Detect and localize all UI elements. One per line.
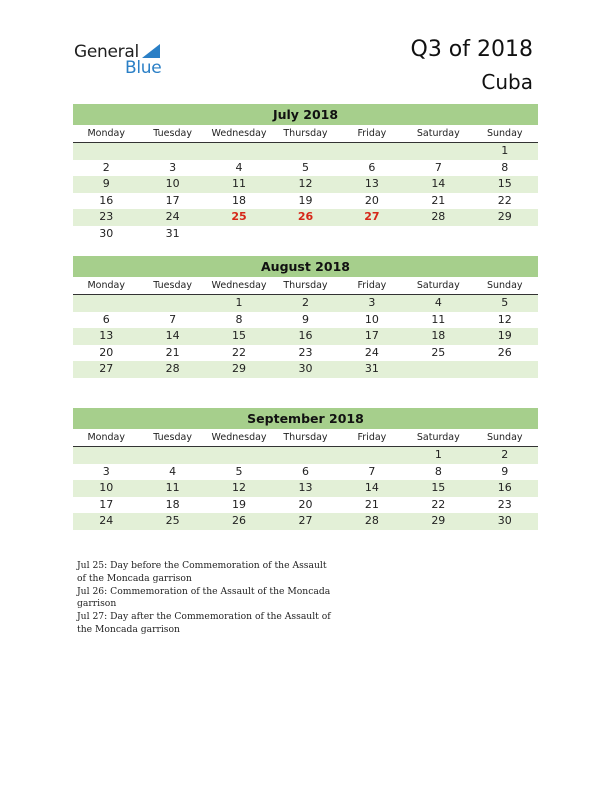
country-name: Cuba <box>481 70 533 94</box>
day-cell: 17 <box>165 193 180 207</box>
week-row <box>73 295 538 312</box>
weekday-label: Saturday <box>416 432 460 443</box>
day-cell: 16 <box>99 193 114 207</box>
day-cell: 27 <box>99 362 114 376</box>
empty-day-cell <box>73 143 139 160</box>
day-cell: 21 <box>364 497 379 511</box>
day-cell: 25 <box>165 514 180 528</box>
page-title: Q3 of 2018 <box>410 37 533 62</box>
day-cell: 9 <box>501 464 509 478</box>
day-cell: 5 <box>301 160 309 174</box>
day-cell: 16 <box>497 481 512 495</box>
week-row <box>73 480 538 497</box>
day-cell: 31 <box>364 362 379 376</box>
weekday-label: Tuesday <box>153 128 192 139</box>
weekday-label: Sunday <box>486 432 523 443</box>
day-cell: 15 <box>431 481 446 495</box>
day-cell: 19 <box>232 497 247 511</box>
weekday-label: Wednesday <box>211 280 267 291</box>
day-cell: 7 <box>368 464 376 478</box>
empty-day-cell <box>139 295 205 312</box>
day-cell: 30 <box>298 362 313 376</box>
empty-day-cell <box>472 226 538 243</box>
day-cell: 23 <box>497 497 512 511</box>
weekday-label: Monday <box>87 128 125 139</box>
day-cell: 3 <box>102 464 110 478</box>
day-cell: 22 <box>232 345 247 359</box>
day-cell: 29 <box>431 514 446 528</box>
day-cell: 13 <box>364 177 379 191</box>
day-cell: 14 <box>364 481 379 495</box>
empty-day-cell <box>206 226 272 243</box>
empty-day-cell <box>139 143 205 160</box>
day-cell: 15 <box>497 177 512 191</box>
day-cell: 6 <box>102 312 110 326</box>
day-cell: 24 <box>165 210 180 224</box>
empty-day-cell <box>272 447 338 464</box>
day-cell: 10 <box>165 177 180 191</box>
day-cell: 16 <box>298 329 313 343</box>
day-cell: 1 <box>501 144 509 157</box>
day-cell: 1 <box>434 448 442 461</box>
day-cell: 6 <box>301 464 309 478</box>
weekday-label: Tuesday <box>153 432 192 443</box>
day-cell: 21 <box>431 193 446 207</box>
week-row <box>73 447 538 464</box>
day-cell: 11 <box>431 312 446 326</box>
day-cell: 5 <box>501 296 509 309</box>
weekday-label: Wednesday <box>211 128 267 139</box>
month-header: July 2018 <box>73 104 538 125</box>
day-cell: 3 <box>368 296 376 309</box>
weekday-header-row <box>73 125 538 143</box>
day-cell: 2 <box>501 448 509 461</box>
day-cell: 22 <box>431 497 446 511</box>
day-cell: 13 <box>298 481 313 495</box>
week-row <box>73 328 538 345</box>
day-cell: 30 <box>99 226 114 240</box>
day-cell: 7 <box>434 160 442 174</box>
weekday-label: Thursday <box>283 280 328 291</box>
day-cell: 4 <box>169 464 177 478</box>
day-cell: 26 <box>232 514 247 528</box>
week-row <box>73 361 538 378</box>
weekday-label: Tuesday <box>153 280 192 291</box>
month-header: September 2018 <box>73 408 538 429</box>
empty-day-cell <box>206 143 272 160</box>
empty-day-cell <box>405 361 471 378</box>
weekday-label: Sunday <box>486 280 523 291</box>
day-cell: 6 <box>368 160 376 174</box>
day-cell: 12 <box>298 177 313 191</box>
weekday-label: Thursday <box>283 128 328 139</box>
day-cell: 22 <box>497 193 512 207</box>
day-cell: 20 <box>364 193 379 207</box>
weekday-label: Monday <box>87 280 125 291</box>
holiday-note: Jul 25: Day before the Commemoration of the Assault of the Moncada garrison <box>77 560 327 584</box>
day-cell: 17 <box>364 329 379 343</box>
day-cell: 23 <box>99 210 114 224</box>
weekday-label: Sunday <box>486 128 523 139</box>
day-cell: 2 <box>301 296 309 309</box>
weekday-label: Thursday <box>283 432 328 443</box>
weekday-label: Wednesday <box>211 432 267 443</box>
day-cell: 31 <box>165 226 180 240</box>
logo-general-text: General <box>74 42 139 62</box>
day-cell: 24 <box>364 345 379 359</box>
day-cell: 23 <box>298 345 313 359</box>
day-cell: 29 <box>497 210 512 224</box>
day-cell: 24 <box>99 514 114 528</box>
weekday-label: Saturday <box>416 128 460 139</box>
day-cell: 1 <box>235 296 243 309</box>
month-days <box>73 143 538 243</box>
day-cell: 28 <box>364 514 379 528</box>
day-cell: 4 <box>434 296 442 309</box>
empty-day-cell <box>405 226 471 243</box>
empty-day-cell <box>472 361 538 378</box>
day-cell: 25 <box>431 345 446 359</box>
day-cell: 11 <box>165 481 180 495</box>
day-cell: 14 <box>165 329 180 343</box>
day-cell: 29 <box>232 362 247 376</box>
day-cell: 12 <box>232 481 247 495</box>
day-cell: 27 <box>298 514 313 528</box>
month-days <box>73 295 538 378</box>
holiday-note: Jul 26: Commemoration of the Assault of the Moncada garrison <box>77 585 331 610</box>
day-cell: 15 <box>232 329 247 343</box>
day-cell: 28 <box>165 362 180 376</box>
week-row <box>73 176 538 193</box>
day-cell: 19 <box>497 329 512 343</box>
empty-day-cell <box>405 143 471 160</box>
weekday-label: Saturday <box>416 280 460 291</box>
empty-day-cell <box>339 447 405 464</box>
weekday-label: Friday <box>357 128 387 139</box>
weekday-header-row <box>73 429 538 447</box>
logo-blue-text: Blue <box>125 58 162 78</box>
day-cell: 8 <box>434 464 442 478</box>
day-cell: 27 <box>364 210 380 224</box>
empty-day-cell <box>272 226 338 243</box>
empty-day-cell <box>339 226 405 243</box>
day-cell: 11 <box>232 177 247 191</box>
week-row <box>73 226 538 243</box>
day-cell: 20 <box>99 345 114 359</box>
day-cell: 25 <box>231 210 247 224</box>
holiday-note: Jul 27: Day after the Commemoration of the Assault of the Moncada garrison <box>77 611 331 635</box>
month-calendar-september <box>73 408 538 530</box>
day-cell: 13 <box>99 329 114 343</box>
month-calendar-july <box>73 104 538 243</box>
month-days <box>73 447 538 530</box>
day-cell: 18 <box>431 329 446 343</box>
day-cell: 14 <box>431 177 446 191</box>
logo-triangle-icon <box>142 44 160 58</box>
empty-day-cell <box>206 447 272 464</box>
weekday-label: Friday <box>357 280 387 291</box>
generalblue-logo <box>74 42 174 78</box>
day-cell: 4 <box>235 160 243 174</box>
week-row <box>73 312 538 329</box>
week-row <box>73 143 538 160</box>
day-cell: 10 <box>99 481 114 495</box>
weekday-label: Monday <box>87 432 125 443</box>
day-cell: 8 <box>501 160 509 174</box>
day-cell: 9 <box>301 312 309 326</box>
weekday-header-row <box>73 277 538 295</box>
day-cell: 18 <box>165 497 180 511</box>
week-row <box>73 497 538 514</box>
day-cell: 3 <box>169 160 177 174</box>
day-cell: 20 <box>298 497 313 511</box>
day-cell: 8 <box>235 312 243 326</box>
day-cell: 2 <box>102 160 110 174</box>
empty-day-cell <box>139 447 205 464</box>
holiday-notes <box>77 560 337 637</box>
day-cell: 10 <box>364 312 379 326</box>
day-cell: 21 <box>165 345 180 359</box>
week-row <box>73 345 538 362</box>
empty-day-cell <box>73 447 139 464</box>
week-row <box>73 209 538 226</box>
empty-day-cell <box>73 295 139 312</box>
week-row <box>73 160 538 177</box>
day-cell: 9 <box>102 177 110 191</box>
weekday-label: Friday <box>357 432 387 443</box>
day-cell: 7 <box>169 312 177 326</box>
empty-day-cell <box>339 143 405 160</box>
day-cell: 17 <box>99 497 114 511</box>
week-row <box>73 464 538 481</box>
day-cell: 18 <box>232 193 247 207</box>
day-cell: 12 <box>497 312 512 326</box>
day-cell: 5 <box>235 464 243 478</box>
week-row <box>73 193 538 210</box>
day-cell: 28 <box>431 210 446 224</box>
empty-day-cell <box>272 143 338 160</box>
day-cell: 26 <box>497 345 512 359</box>
month-header: August 2018 <box>73 256 538 277</box>
day-cell: 30 <box>497 514 512 528</box>
day-cell: 19 <box>298 193 313 207</box>
month-calendar-august <box>73 256 538 378</box>
day-cell: 26 <box>297 210 314 224</box>
week-row <box>73 513 538 530</box>
